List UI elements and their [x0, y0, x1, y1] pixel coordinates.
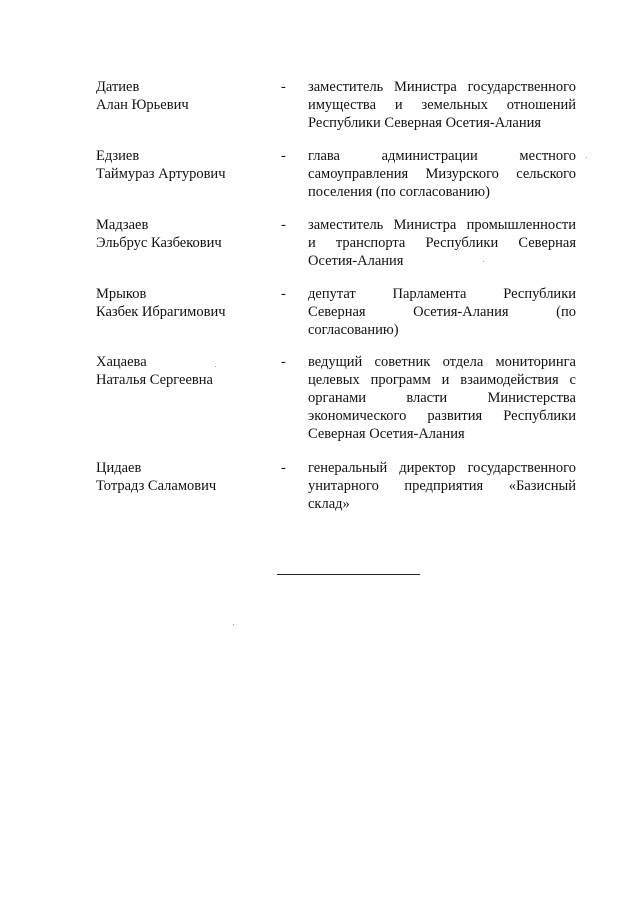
role-line: Северная Осетия-Алания: [308, 426, 465, 442]
role-line: Северная Осетия-Алания (по: [308, 304, 576, 320]
member-surname: Цидаев: [96, 460, 142, 476]
member-role: [308, 285, 576, 339]
member-name: [96, 78, 276, 114]
member-given-names: Таймураз Артурович: [96, 166, 226, 182]
member-surname: Датиев: [96, 79, 140, 95]
separator-dash: -: [281, 217, 286, 233]
member-name: [96, 285, 276, 321]
separator-dash: -: [281, 286, 286, 302]
scan-speck: [586, 157, 587, 158]
separator-dash: -: [281, 354, 286, 370]
member-name: [96, 147, 276, 183]
role-line: Республики Северная Осетия-Алания: [308, 115, 542, 131]
role-line: органами власти Министерства: [308, 390, 576, 406]
role-line: депутат Парламента Республики: [308, 286, 576, 302]
role-line: самоуправления Мизурского сельского: [308, 166, 576, 182]
separator-dash: -: [281, 148, 286, 164]
member-given-names: Наталья Сергеевна: [96, 372, 213, 388]
scan-speck: [215, 366, 216, 367]
role-line: заместитель Министра государственного: [308, 79, 576, 95]
member-given-names: Казбек Ибрагимович: [96, 304, 226, 320]
role-line: заместитель Министра промышленности: [308, 217, 576, 233]
scan-speck: [483, 261, 484, 262]
member-given-names: Алан Юрьевич: [96, 97, 189, 113]
separator-dash: -: [281, 79, 286, 95]
member-role: [308, 78, 576, 132]
role-line: глава администрации местного: [308, 148, 576, 164]
scan-speck: [233, 624, 234, 625]
member-role: [308, 216, 576, 270]
member-given-names: Эльбрус Казбекович: [96, 235, 222, 251]
role-line: ведущий советник отдела мониторинга: [308, 354, 576, 370]
member-surname: Едзиев: [96, 148, 140, 164]
member-role: [308, 353, 576, 443]
role-line: имущества и земельных отношений: [308, 97, 576, 113]
member-name: [96, 459, 276, 495]
role-line: целевых программ и взаимодействия с: [308, 372, 576, 388]
separator-dash: -: [281, 460, 286, 476]
member-role: [308, 147, 576, 201]
member-given-names: Тотрадз Саламович: [96, 478, 217, 494]
role-line: склад»: [308, 496, 350, 512]
role-line: генеральный директор государственного: [308, 460, 576, 476]
role-line: поселения (по согласованию): [308, 184, 490, 200]
role-line: экономического развития Республики: [308, 408, 576, 424]
role-line: Осетия-Алания: [308, 253, 404, 269]
member-role: [308, 459, 576, 513]
member-surname: Хацаева: [96, 354, 147, 370]
member-name: [96, 216, 276, 252]
member-surname: Мрыков: [96, 286, 147, 302]
role-line: и транспорта Республики Северная: [308, 235, 576, 251]
role-line: согласованию): [308, 322, 399, 338]
role-line: унитарного предприятия «Базисный: [308, 478, 576, 494]
member-name: [96, 353, 276, 389]
end-of-list-rule: [277, 574, 420, 575]
member-surname: Мадзаев: [96, 217, 149, 233]
